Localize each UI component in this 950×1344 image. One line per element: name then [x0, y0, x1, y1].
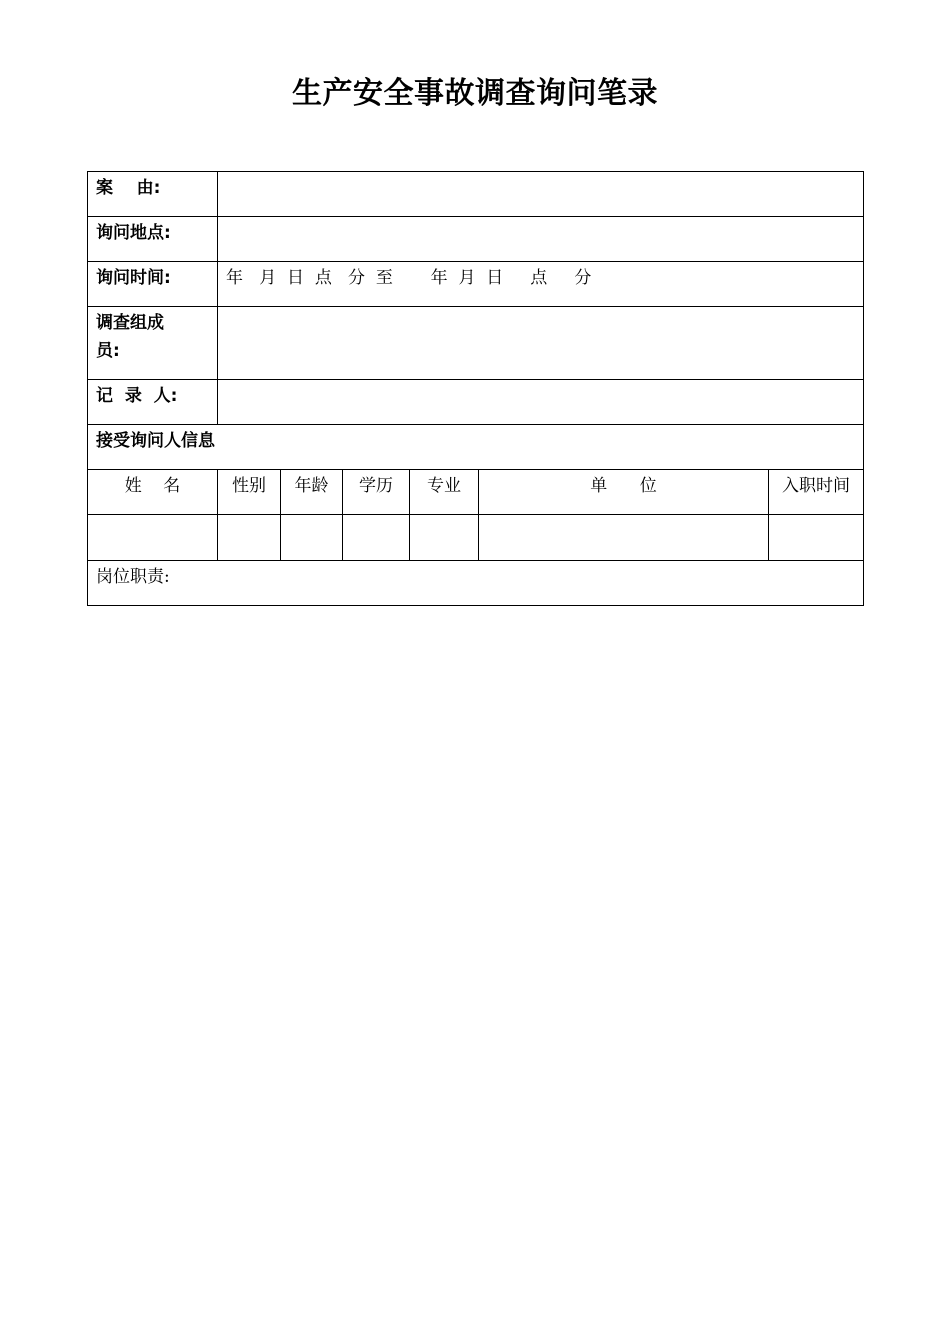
hire-date-cell[interactable] [769, 515, 864, 561]
team-row [88, 307, 864, 380]
person-header-row [88, 470, 864, 515]
name-cell[interactable] [88, 515, 218, 561]
team-label-line1: 调查组成 [96, 313, 164, 333]
education-cell[interactable] [343, 515, 410, 561]
time-row [88, 262, 864, 307]
duty-label: 岗位职责: [96, 567, 170, 587]
header-name: 姓 名 [88, 470, 218, 515]
duty-row [88, 561, 864, 606]
case-label: 案 由: [88, 172, 218, 217]
header-major: 专业 [410, 470, 479, 515]
place-field[interactable] [218, 217, 864, 262]
person-info-row [88, 425, 864, 470]
team-label [88, 307, 218, 380]
header-gender: 性别 [218, 470, 281, 515]
unit-cell[interactable] [479, 515, 769, 561]
recorder-label: 记 录 人: [88, 380, 218, 425]
person-info-label: 接受询问人信息 [88, 425, 864, 470]
header-hire-date: 入职时间 [769, 470, 864, 515]
major-cell[interactable] [410, 515, 479, 561]
duty-field[interactable] [88, 561, 864, 606]
page-title: 生产安全事故调查询问笔录 [292, 76, 658, 111]
time-label: 询问时间: [88, 262, 218, 307]
place-row [88, 217, 864, 262]
place-label: 询问地点: [88, 217, 218, 262]
header-unit: 单 位 [479, 470, 769, 515]
time-field[interactable]: 年 月 日 点 分 至 年 月 日 点 分 [218, 262, 864, 307]
case-field[interactable] [218, 172, 864, 217]
person-data-row [88, 515, 864, 561]
inquiry-form-table [87, 171, 864, 606]
header-age: 年龄 [281, 470, 343, 515]
recorder-row [88, 380, 864, 425]
team-field[interactable] [218, 307, 864, 380]
recorder-field[interactable] [218, 380, 864, 425]
header-education: 学历 [343, 470, 410, 515]
gender-cell[interactable] [218, 515, 281, 561]
age-cell[interactable] [281, 515, 343, 561]
case-row [88, 172, 864, 217]
team-label-line2: 员: [96, 341, 120, 361]
